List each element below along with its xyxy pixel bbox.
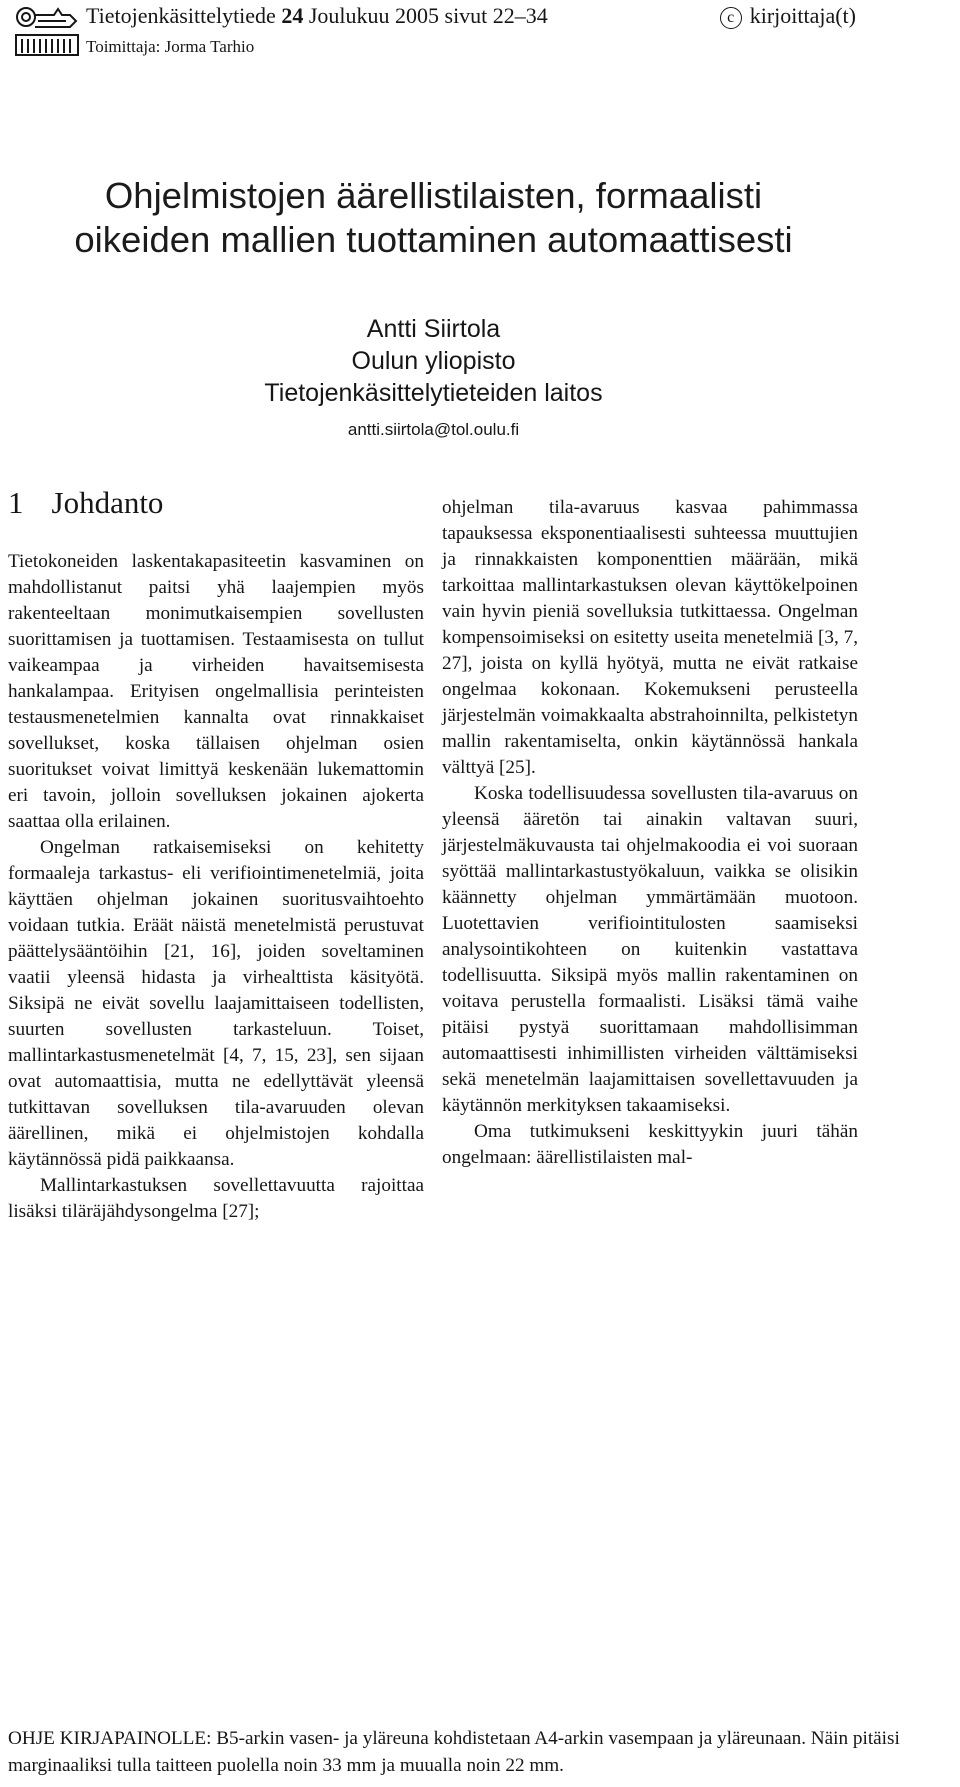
journal-name: Tietojenkäsittelytiede — [86, 3, 276, 28]
issue-number: 24 — [281, 3, 304, 28]
section-title: Johdanto — [51, 485, 164, 520]
left-column — [8, 483, 424, 1225]
title-line: Ohjelmistojen äärellistilaisten, formaalisti — [104, 175, 763, 216]
section-heading — [8, 483, 424, 523]
editor-line: Toimittaja: Jorma Tarhio — [86, 37, 255, 56]
author-block — [0, 313, 867, 409]
issue-date-pages: Joulukuu 2005 sivut 22–34 — [308, 3, 548, 28]
author-university: Oulun yliopisto — [351, 347, 516, 375]
paragraph: Mallintarkastuksen sovellettavuutta rajoittaa lisäksi tiläräjähdysongelma [27]; — [8, 1175, 424, 1222]
journal-header — [0, 0, 960, 66]
paragraph: Oma tutkimukseni keskittyykin juuri tähän ongelmaan: äärellistilaisten mal- — [442, 1121, 858, 1168]
journal-citation — [86, 3, 548, 29]
paragraph: Ongelman ratkaisemiseksi on kehitetty formaaleja tarkastus- eli verifiointimenetelmiä, joita käyttäen ohjelman jokainen suoritusvaihtoehto voidaan tutkia. Eräät näistä menetelmistä perustuvat päättelysääntöihin [21, 16], joiden soveltaminen vaatii yleensä hidasta ja virhealttista käsityötä. Siksipä ne eivät sovellu laajamittaiseen todellisten, suurten sovellusten tarkasteluun. Toiset, mallintarkastusmenetelmät [4, 7, 15, 23], sen sijaan ovat automaattisia, mutta ne edellyttävät yleensä tutkittavan sovelluksen tila-avaruuden olevan äärellinen, mikä ei ohjelmistojen kohdalla käytännössä pidä paikkaansa. — [8, 837, 424, 1170]
journal-logo-icon — [14, 5, 80, 57]
paragraph: Koska todellisuudessa sovellusten tila-avaruus on yleensä ääretön tai ainakin valtavan suuri, järjestelmäkuvausta tai ohjelmakoodia ei voi suoraan syöttää mallintarkastustyökaluun, vaikka se olisikin käännetty ohjelman ymmärtämään muotoon. Luotettavien verifiointitulosten saamiseksi analysointikohteen on kuitenkin vastattava todellisuutta. Siksipä myös mallin rakentaminen on voitava perustella formaalisti. Lisäksi tämä vaihe pitäisi pystyä suorittamaan mahdollisimman automaattisesti inhimillisten virheiden välttämiseksi sekä menetelmän laajamittaisen sovellettavuuden ja käytännön merkityksen takaamiseksi. — [442, 783, 858, 1116]
author-name: Antti Siirtola — [366, 315, 501, 343]
author-email[interactable]: antti.siirtola@tol.oulu.fi — [347, 420, 520, 439]
title-line: oikeiden mallien tuottaminen automaattisesti — [74, 219, 793, 260]
copyright-text: kirjoittaja(t) — [749, 3, 856, 28]
paragraph: Tietokoneiden laskentakapasiteetin kasvaminen on mahdollistanut paitsi yhä laajempien myös rakenteeltaan monimutkaisempien sovellusten suorittamisen ja tuottamisen. Testaamisesta on tullut vaikeampaa ja virheiden havaitsemisesta hankalampaa. Erityisen ongelmallisia perinteisten testausmenetelmien kannalta ovat rinnakkaiset sovellukset, koska tällaisen ohjelman osien suoritukset voivat limittyä keskenään lukemattomin eri tavoin, jolloin sovelluksen jokainen ajokerta saattaa olla erilainen. — [8, 551, 424, 832]
right-column — [442, 495, 858, 1171]
paper-title — [0, 174, 867, 262]
copyright-notice — [720, 3, 856, 29]
paragraph: ohjelman tila-avaruus kasvaa pahimmassa tapauksessa eksponentiaalisesti suhteessa muuttujien ja rinnakkaisten komponenttien määrään, mikä tarkoittaa mallintarkastuksen olevan käyttökelpoinen vain hyvin pieniä sovelluksia tutkittaessa. Ongelman kompensoimiseksi on esitetty useita menetelmiä [3, 7, 27], joista on kyllä hyötyä, mutta ne eivät ratkaise ongelmaa kokonaan. Kokemukseni perusteella järjestelmän voimakkaalta abstrahoinnilta, pelkistetyn mallin rakentamiselta, onkin käytännössä hankala välttyä [25]. — [442, 497, 858, 778]
printer-instruction: OHJE KIRJAPAINOLLE: B5-arkin vasen- ja yläreuna kohdistetaan A4-arkin vasempaan ja yläreunaan. Näin pitäisi marginaaliksi tulla taitteen puolella noin 33 mm ja muualla noin 22 mm. — [8, 1728, 900, 1776]
section-number: 1 — [8, 485, 24, 520]
copyright-icon: c — [720, 7, 742, 29]
author-department: Tietojenkäsittelytieteiden laitos — [264, 379, 603, 407]
